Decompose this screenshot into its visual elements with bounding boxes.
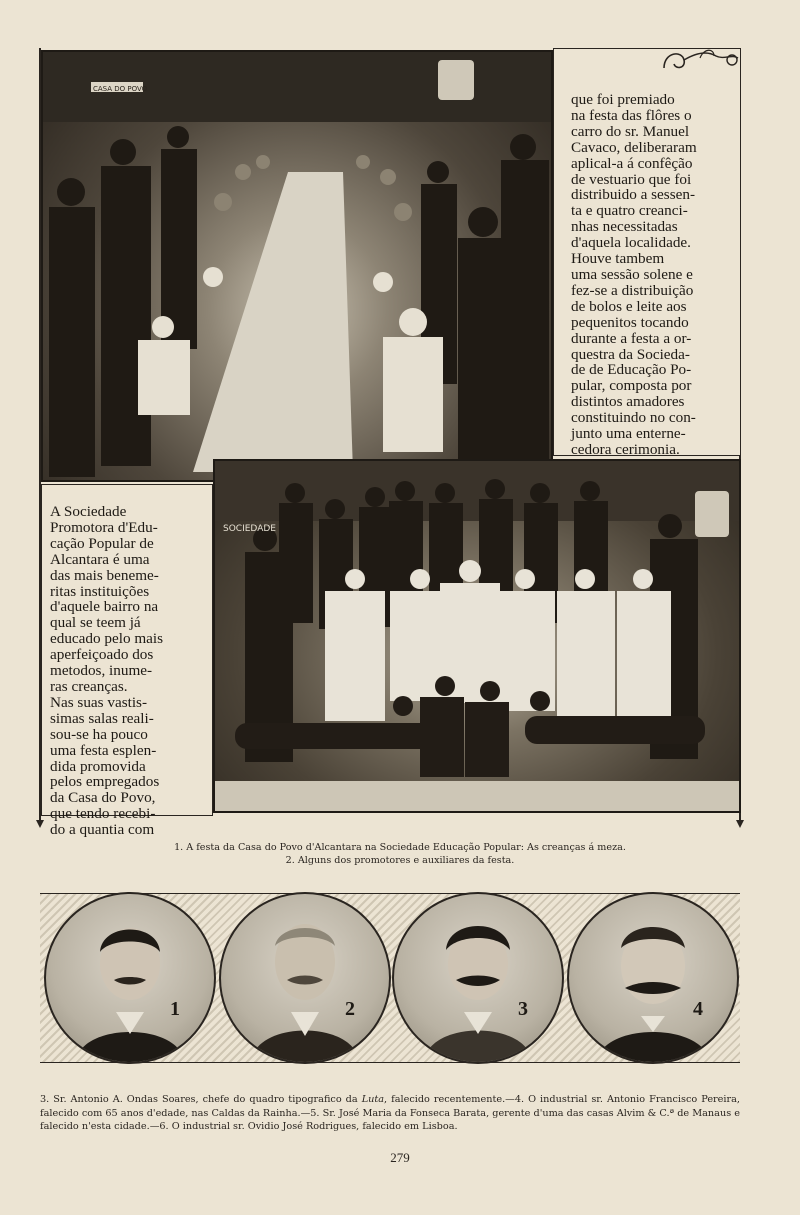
- portrait-strip: [40, 893, 740, 1063]
- left-rule-arrow-icon: [36, 820, 44, 828]
- banquet-photo: [41, 50, 553, 482]
- portrait-number-2: 2: [345, 998, 355, 1020]
- svg-text:CASA DO POVO: CASA DO POVO: [93, 85, 148, 93]
- article-text-left: A Sociedade Promotora d'Edu- cação Popular de Alcantara é uma das mais beneme- ritas instituições d'aquele bairro na qual se teem já educado pelo mais aperfeiçoado dos metodos, inume- ras creanças. Nas suas vastis- simas salas reali- sou-se ha pouco uma festa esplen- dida promovida pelos empregados da Casa do Povo, que tendo recebi- do a quantia com: [50, 503, 164, 839]
- right-rule-arrow-icon: [736, 820, 744, 828]
- scroll-ornament-icon: [660, 44, 742, 76]
- caption-line-1: 1. A festa da Casa do Povo d'Alcantara na Sociedade Educação Popular: As creanças á meza.: [174, 842, 626, 853]
- page-number: 279: [390, 1150, 410, 1165]
- portrait-number-4: 4: [693, 998, 703, 1020]
- portrait-medallion-1: [44, 892, 216, 1064]
- article-text-right: que foi premiado na festa das flôres o carro do sr. Manuel Cavaco, deliberaram aplical-a á confêção de vestuario que foi distribuido a sessen- ta e quatro creanci- nhas necessitadas d'aquela localidade. Houve tambem uma sessão solene e fez-se a distribuição de bolos e leite aos pequenitos tocando durante a festa a or- questra da Socieda- de de Educação Po- pular, composta por distintos amadores constituindo no con- junto uma enterne- cedora cerimonia.: [571, 91, 697, 458]
- svg-text:SOCIEDADE: SOCIEDADE: [223, 524, 276, 534]
- portrait-number-1: 1: [170, 998, 180, 1020]
- caption2-part2: , falecido recentemente.—4. O industrial sr. Antonio Francisco Pereira, falecido com 65 anos d'edade, nas Caldas da Rainha.—5. Sr. José Maria da Fonseca Barata, gerente d'uma das casas Alvim & C.ª de Manaus e falecido n'esta cidade.—6. O industrial sr. Ovidio José Rodrigues, falecido em Lisboa.: [40, 1094, 741, 1133]
- group-photo: [213, 459, 741, 813]
- caption2-part1: 3. Sr. Antonio A. Ondas Soares, chefe do quadro tipografico da: [40, 1094, 362, 1105]
- caption2-italic: Luta: [361, 1094, 385, 1105]
- portrait-number-3: 3: [518, 998, 528, 1020]
- caption-line-2: 2. Alguns dos promotores e auxiliares da festa.: [285, 855, 515, 866]
- portrait-caption: [40, 1093, 740, 1134]
- portrait-medallion-3: [392, 892, 564, 1064]
- portrait-medallion-2: [219, 892, 391, 1064]
- portrait-medallion-4: [567, 892, 739, 1064]
- photo-caption-top: [120, 841, 680, 867]
